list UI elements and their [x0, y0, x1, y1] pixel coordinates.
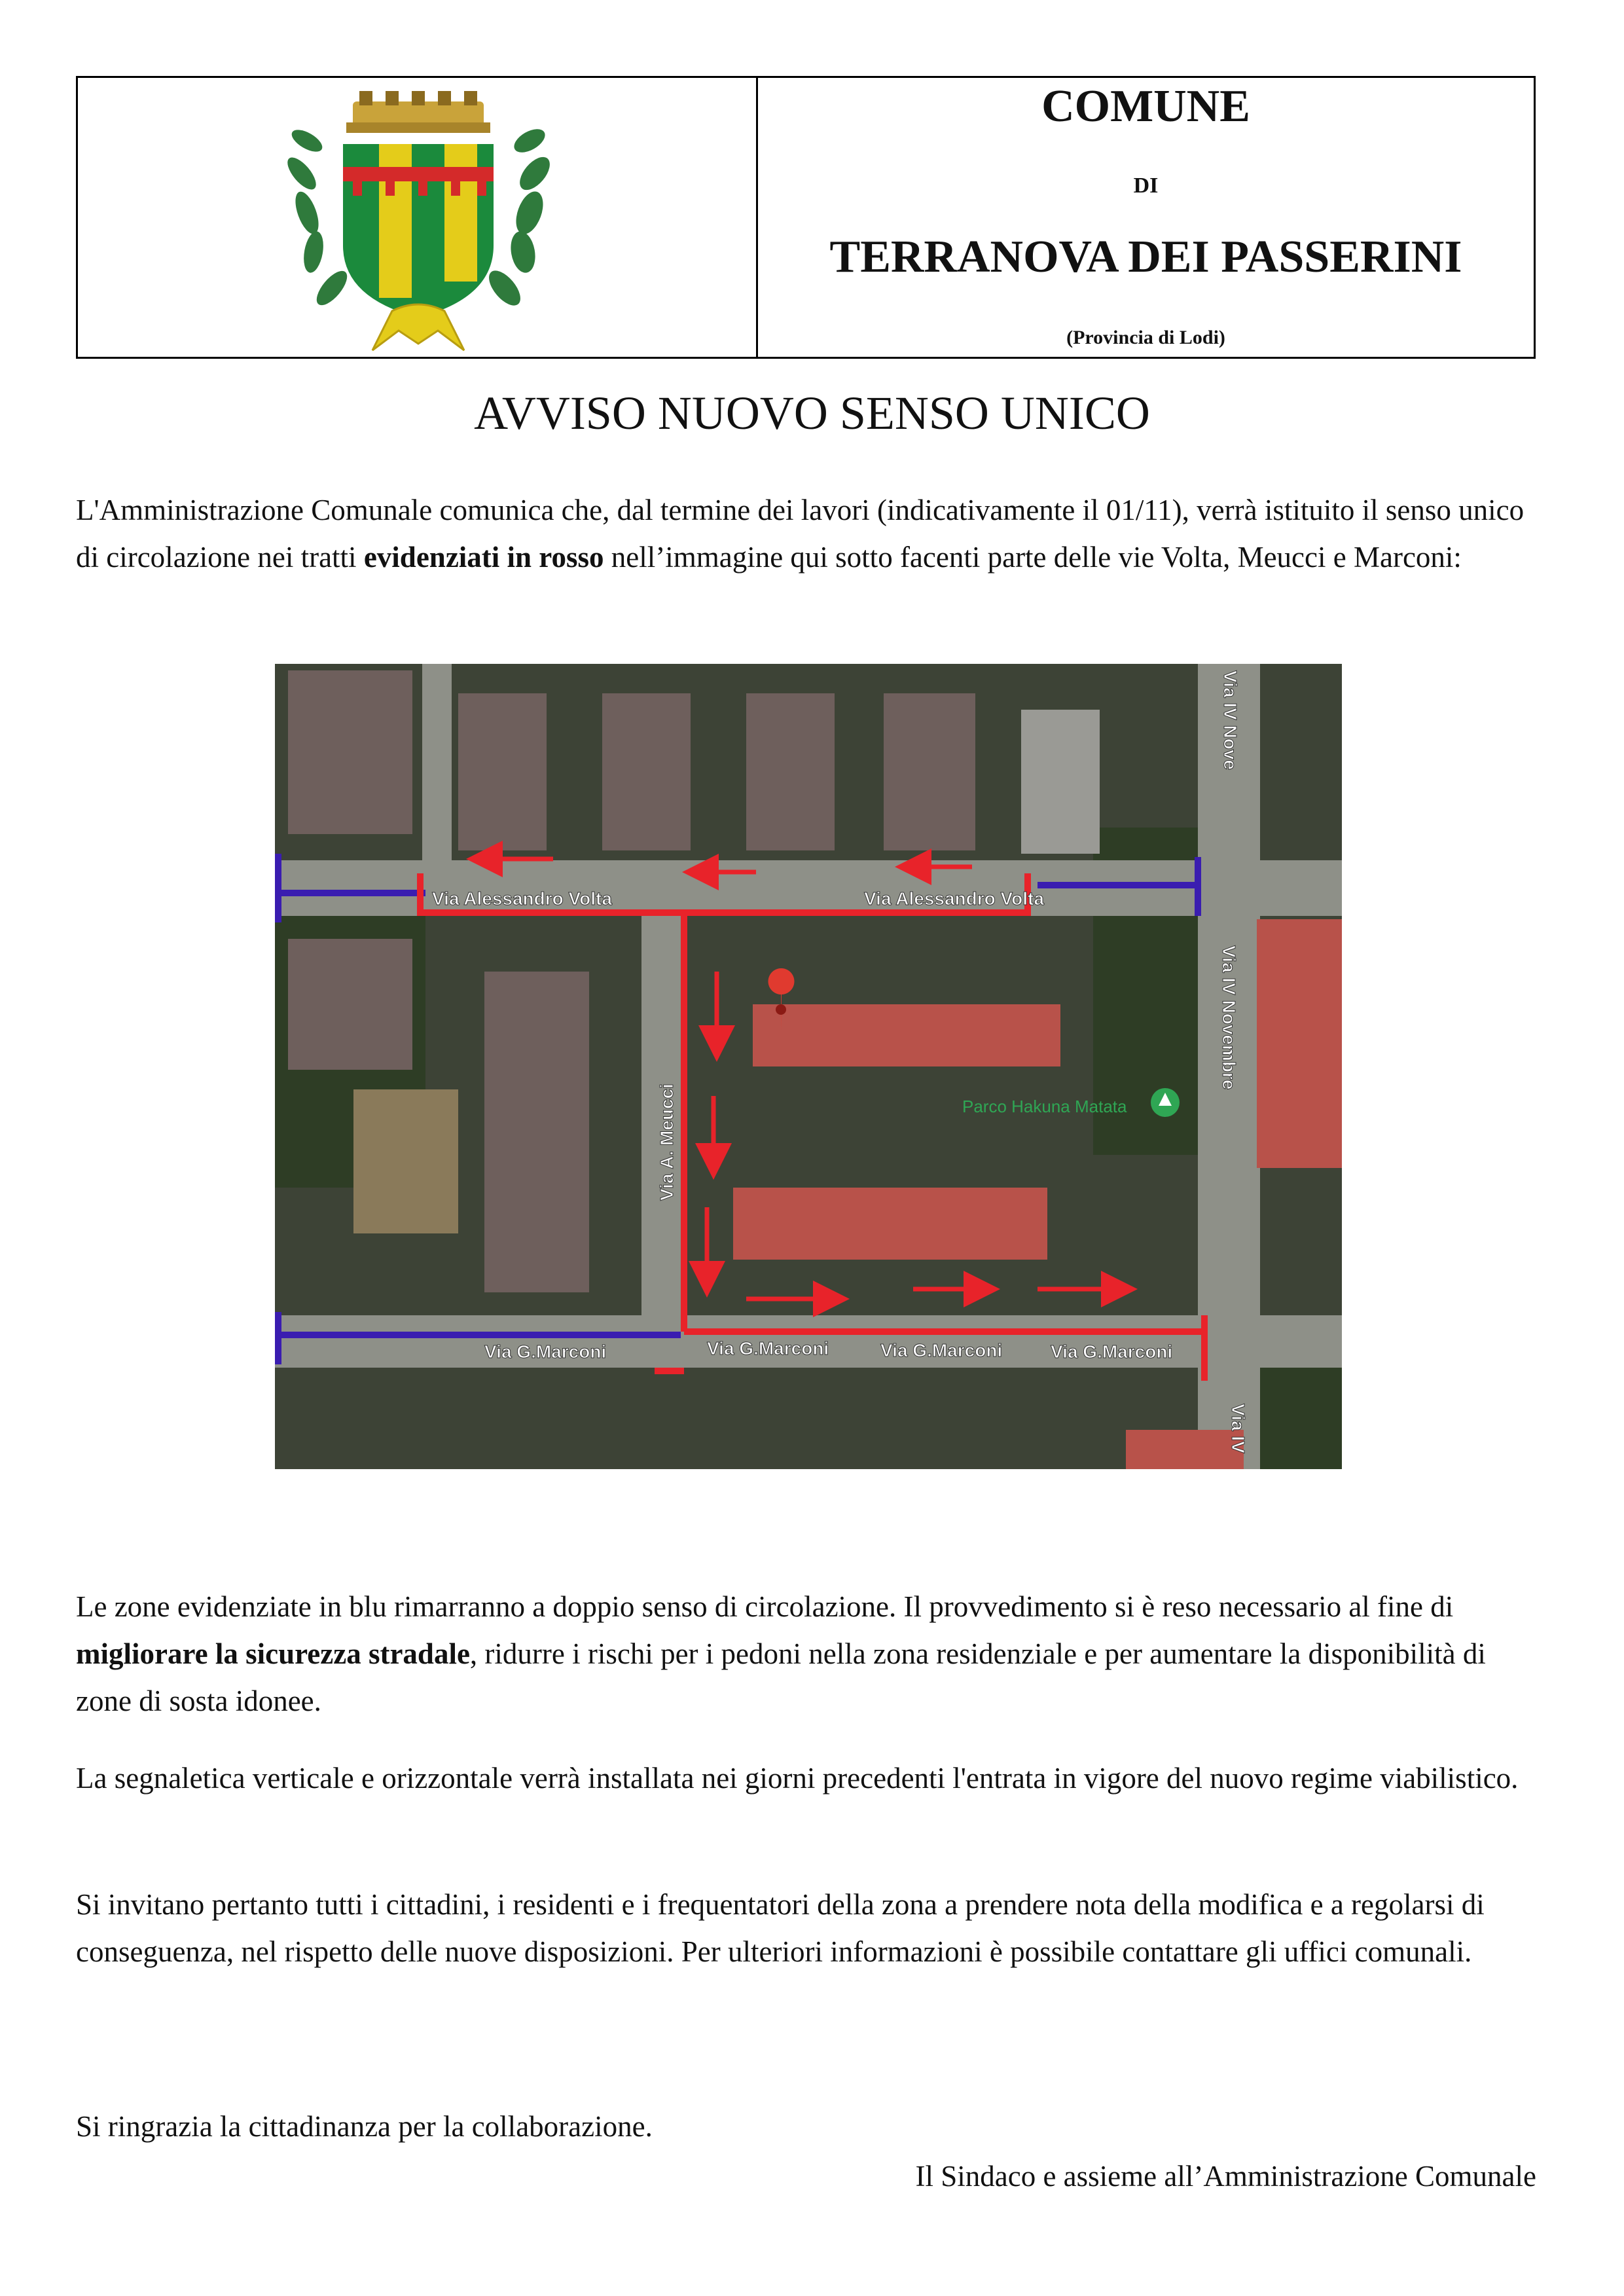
p2-text-1: Le zone evidenziate in blu rimarranno a doppio senso di circolazione. Il provvedimento si è reso necessario al fine di	[76, 1590, 1454, 1623]
di-label: DI	[1133, 173, 1159, 198]
p2-bold: migliorare la sicurezza stradale	[76, 1637, 470, 1670]
label-marconi-3: Via G.Marconi	[880, 1340, 1003, 1360]
province-label: (Provincia di Lodi)	[1066, 327, 1225, 348]
label-meucci: Via A. Meucci	[657, 1084, 677, 1201]
label-park: Parco Hakuna Matata	[962, 1097, 1127, 1116]
intro-text-1: L'Amministrazione Comunale comunica che, dal termine dei lavori (indicativamente il 01/11), verrà istituito il senso unico di circolazione nei tratti	[76, 494, 1525, 574]
signature: Il Sindaco e assieme all’Amministrazione Comunale	[915, 2160, 1536, 2193]
logo-cell	[78, 78, 758, 357]
header-table	[76, 76, 1536, 359]
label-novembre-top: Via IV Nove	[1220, 670, 1240, 771]
intro-paragraph	[76, 486, 1542, 581]
paragraph-blue-zones	[76, 1583, 1542, 1724]
town-name: TERRANOVA DEI PASSERINI	[829, 232, 1462, 282]
label-novembre-mid: Via IV Novembre	[1219, 945, 1239, 1090]
label-novembre-bottom: Via IV	[1228, 1404, 1248, 1453]
title-cell	[758, 78, 1534, 357]
label-volta-left: Via Alessandro Volta	[432, 888, 612, 909]
notice-title: AVVISO NUOVO SENSO UNICO	[474, 387, 1150, 439]
label-marconi-4: Via G.Marconi	[1051, 1341, 1173, 1362]
intro-bold: evidenziati in rosso	[363, 541, 604, 574]
label-volta-right: Via Alessandro Volta	[864, 888, 1044, 909]
paragraph-thanks: Si ringrazia la cittadinanza per la collaborazione.	[76, 2110, 653, 2143]
intro-text-2: nell’immagine qui sotto facenti parte delle vie Volta, Meucci e Marconi:	[604, 541, 1462, 574]
paragraph-signage: La segnaletica verticale e orizzontale verrà installata nei giorni precedenti l'entrata in vigore del nuovo regime viabilistico.	[76, 1762, 1519, 1795]
p2-text-2: , ridurre i rischi per i pedoni nella zona residenziale e per aumentare la disponibilità di zone di sosta idonee.	[76, 1637, 1486, 1717]
comune-label: COMUNE	[1041, 81, 1250, 132]
label-marconi-2: Via G.Marconi	[707, 1338, 829, 1358]
label-marconi-1: Via G.Marconi	[484, 1341, 607, 1362]
paragraph-invitation: Si invitano pertanto tutti i cittadini, i residenti e i frequentatori della zona a prendere nota della modifica e a regolarsi di conseguenza, nel rispetto delle nuove disposizioni. Per ulteriori informazioni è possibile contattare gli uffici comunali.	[76, 1888, 1485, 1968]
coat-of-arms-logo	[281, 82, 556, 357]
street-map	[275, 664, 1342, 1469]
